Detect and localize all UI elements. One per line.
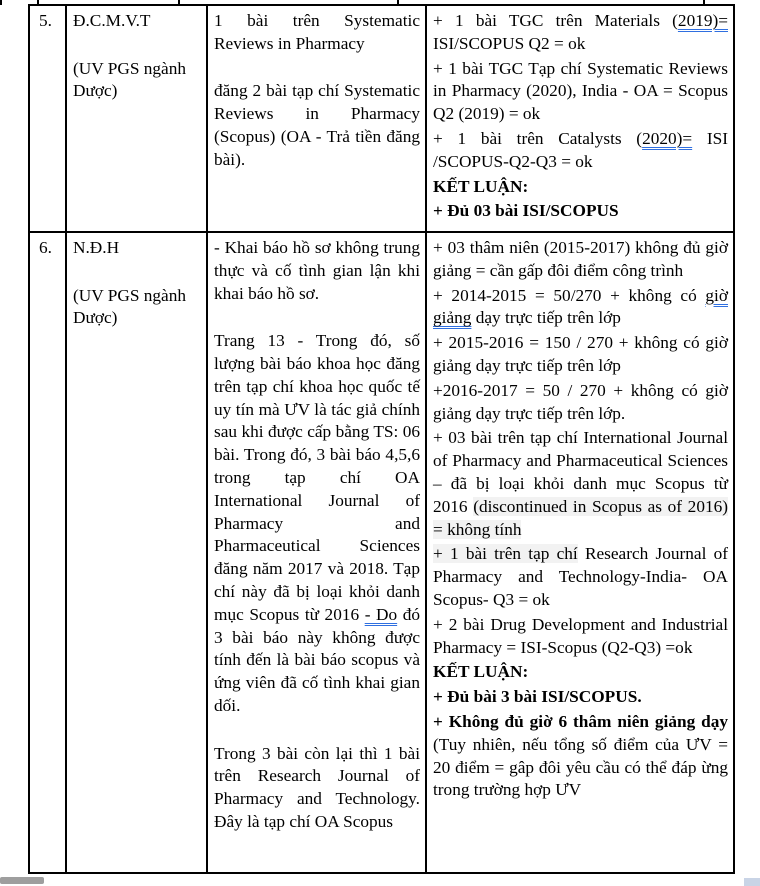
paragraph — [73, 237, 201, 260]
text-run: (Tuy nhiên, nếu tổng số điểm của ƯV = 20 điểm = gâp đôi yêu cầu có thể đáp ừng trong trường hợp ƯV — [433, 734, 728, 800]
text-run: + 03 bài trên tạp chí International Journal of Pharmacy and Pharmaceutical Sciences – đã bị loại khỏi danh mục Scopus từ 2016 — [433, 428, 728, 516]
text-run: đó 3 bài báo này không được tính đến là bài báo scopus và ứng viên đã cố tình khai gian dối. — [214, 604, 420, 715]
paragraph — [214, 720, 420, 743]
cell-declaration — [207, 5, 426, 232]
paragraph — [433, 200, 728, 223]
cell-evaluation — [426, 232, 734, 873]
text-run: KẾT LUẬN: — [433, 176, 529, 196]
paragraph — [73, 262, 201, 285]
paragraph — [433, 128, 728, 174]
grammar-underlined-text: - Do — [364, 604, 398, 624]
paragraph — [214, 330, 420, 718]
text-run: - Khai báo hồ sơ không trung thực và cố tình gian lận khi khai báo hồ sơ. — [214, 238, 420, 303]
paragraph — [214, 80, 420, 171]
text-run: Đ.C.M.V.T — [73, 11, 151, 30]
paragraph — [73, 58, 201, 104]
text-run: N.Đ.H — [73, 238, 120, 257]
text-run: + 2 bài Drug Development and Industrial Pharmacy = ISI-Scopus (Q2-Q3) =ok — [433, 614, 728, 657]
paragraph — [433, 661, 728, 684]
text-run: 6. — [39, 238, 52, 257]
text-run: KẾT LUẬN: — [433, 662, 529, 682]
text-run: (UV PGS ngành Dược) — [73, 58, 186, 101]
text-run: 5. — [39, 11, 52, 30]
text-run: + Không đủ giờ 6 thâm niên giảng dạy — [433, 711, 728, 731]
text-run: ISI/SCOPUS Q2 = ok — [433, 33, 586, 53]
evaluation-table-body — [29, 5, 734, 873]
paragraph — [73, 10, 201, 33]
cell-evaluation — [426, 5, 734, 232]
paragraph — [214, 743, 420, 834]
paragraph — [73, 285, 201, 331]
cell-candidate — [66, 5, 207, 232]
cell-row-number — [29, 5, 66, 232]
text-run: đăng 2 bài tạp chí Systematic Reviews in Pharmacy (Scopus) (OA - Trả tiền đăng bài). — [214, 81, 420, 169]
paragraph — [214, 307, 420, 330]
paragraph — [433, 711, 728, 802]
paragraph — [433, 686, 728, 709]
grammar-underlined-text: giờ giảng — [433, 285, 728, 328]
paragraph — [433, 380, 728, 426]
paragraph — [433, 427, 728, 541]
row-number-text — [39, 237, 60, 260]
text-run: 1 bài trên Systematic Reviews in Pharmacy — [214, 11, 420, 53]
page-edge-artifact — [0, 877, 44, 884]
text-run: ISI /SCOPUS-Q2-Q3 = ok — [433, 128, 728, 171]
text-run: + 2015-2016 = 150 / 270 + không có giờ giảng dạy trực tiếp trên lớp — [433, 333, 728, 375]
row-number-text — [39, 10, 60, 33]
cell-row-number — [29, 232, 66, 873]
table-row — [29, 232, 734, 873]
paragraph — [433, 10, 728, 56]
text-run: +2016-2017 = 50 / 270 + không có giờ giảng dạy trực tiếp trên lớp. — [433, 380, 728, 423]
text-run: (UV PGS ngành Dược) — [73, 285, 186, 328]
text-run: + 2014-2015 = 50/270 + không có — [433, 285, 706, 305]
paragraph — [73, 35, 201, 58]
paragraph — [214, 237, 420, 305]
text-run: Trong 3 bài còn lại thì 1 bài trên Research Journal of Pharmacy and Technology. Đây là tạp chí OA Scopus — [214, 743, 420, 831]
page-edge-artifact — [744, 878, 760, 886]
paragraph — [433, 614, 728, 660]
paragraph — [214, 58, 420, 81]
paragraph — [433, 285, 728, 331]
evaluation-table — [28, 4, 735, 874]
text-run: dạy trực tiếp trên lớp — [471, 308, 621, 328]
text-run: + Đủ bài 3 bài ISI/SCOPUS. — [433, 687, 642, 707]
text-run: + 1 bài TGC Tạp chí Systematic Reviews in Pharmacy (2020), India - OA = Scopus Q2 (2019) = ok — [433, 58, 728, 124]
paragraph — [433, 176, 728, 199]
paragraph — [433, 543, 728, 611]
text-run: + 1 bài TGC trên Materials ( — [433, 11, 678, 30]
grammar-underlined-text: 2020)= — [642, 128, 693, 148]
text-run: + 1 bài trên Catalysts ( — [433, 128, 643, 148]
cell-candidate — [66, 232, 207, 873]
text-run: + 03 thâm niên (2015-2017) không đủ giờ giảng = cần gấp đôi điểm công trình — [433, 238, 728, 280]
highlighted-text: + 1 bài trên tạp chí — [433, 544, 578, 564]
cell-declaration — [207, 232, 426, 873]
text-run: Research Journal of Pharmacy and Technology-India- OA Scopus- Q3 = ok — [433, 544, 728, 609]
text-run: Trang 13 - Trong đó, số lượng bài báo khoa học đăng trên tạp chí khoa học quốc tế uy tín mà ƯV là tác giả chính sau khi được cấp bằng TS: 06 bài. Trong đó, 3 bài báo 4,5,6 trong tạp chí OA International Journal of Pharmacy and Pharmaceutical Sciences đăng năm 2017 và 2018. Tạp chí này đã bị loại khỏi danh mục Scopus từ 2016 — [214, 331, 420, 624]
paragraph — [433, 332, 728, 378]
paragraph — [433, 237, 728, 283]
table-row — [29, 5, 734, 232]
paragraph — [214, 10, 420, 56]
table-border-stub — [0, 0, 2, 5]
grammar-underlined-text: 2019)= — [677, 11, 728, 30]
text-run: + Đủ 03 bài ISI/SCOPUS — [433, 201, 619, 221]
paragraph — [433, 58, 728, 126]
highlighted-text: (discontinued in Scopus as of 2016) = không tính — [433, 496, 728, 539]
